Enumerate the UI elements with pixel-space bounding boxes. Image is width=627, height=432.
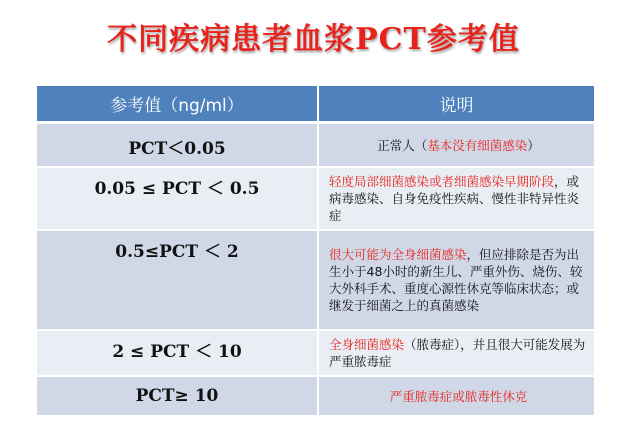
description-cell xyxy=(319,231,594,331)
description-text: ，或病毒感染、自身免疫性疾病、慢性非特异性炎症 xyxy=(329,174,580,223)
table-row xyxy=(37,124,594,168)
description-highlight: 基本没有细菌感染 xyxy=(427,137,528,153)
reference-value-cell: PCT＜0.05 xyxy=(37,124,319,168)
table-row xyxy=(37,377,594,417)
description-text: （脓毒症），并且很大可能发展为严重脓毒症 xyxy=(329,337,586,369)
pct-reference-table xyxy=(37,86,594,417)
description-highlight: 严重脓毒症或脓毒性休克 xyxy=(389,388,528,404)
table-row xyxy=(37,231,594,331)
reference-value-cell: 0.05 ≤ PCT ＜ 0.5 xyxy=(37,168,319,231)
description-highlight: 全身细菌感染 xyxy=(329,337,405,352)
description-cell xyxy=(319,331,594,377)
description-cell xyxy=(319,168,594,231)
description-text: ，但应排除是否为出生小于48小时的新生儿、严重外伤、烧伤、较大外科手术、重度心源性休克等临床状态；或继发于细菌之上的真菌感染 xyxy=(329,247,583,313)
header-reference-value: 参考值（ng/ml） xyxy=(37,86,319,124)
description-cell xyxy=(319,124,594,168)
description-highlight: 轻度局部细菌感染或者细菌感染早期阶段 xyxy=(329,174,555,189)
description-highlight: 很大可能为全身细菌感染 xyxy=(329,247,467,262)
reference-value-cell: 0.5≤PCT ＜ 2 xyxy=(37,231,319,331)
table-row xyxy=(37,168,594,231)
table-header-row xyxy=(37,86,594,124)
table-row xyxy=(37,331,594,377)
description-text: ） xyxy=(527,137,540,153)
description-cell xyxy=(319,377,594,417)
description-text: 正常人（ xyxy=(377,137,428,153)
slide-title: 不同疾病患者血浆PCT参考值 xyxy=(107,22,520,57)
header-description: 说明 xyxy=(319,86,594,124)
reference-value-cell: PCT≥ 10 xyxy=(37,377,319,417)
reference-value-cell: 2 ≤ PCT ＜ 10 xyxy=(37,331,319,377)
